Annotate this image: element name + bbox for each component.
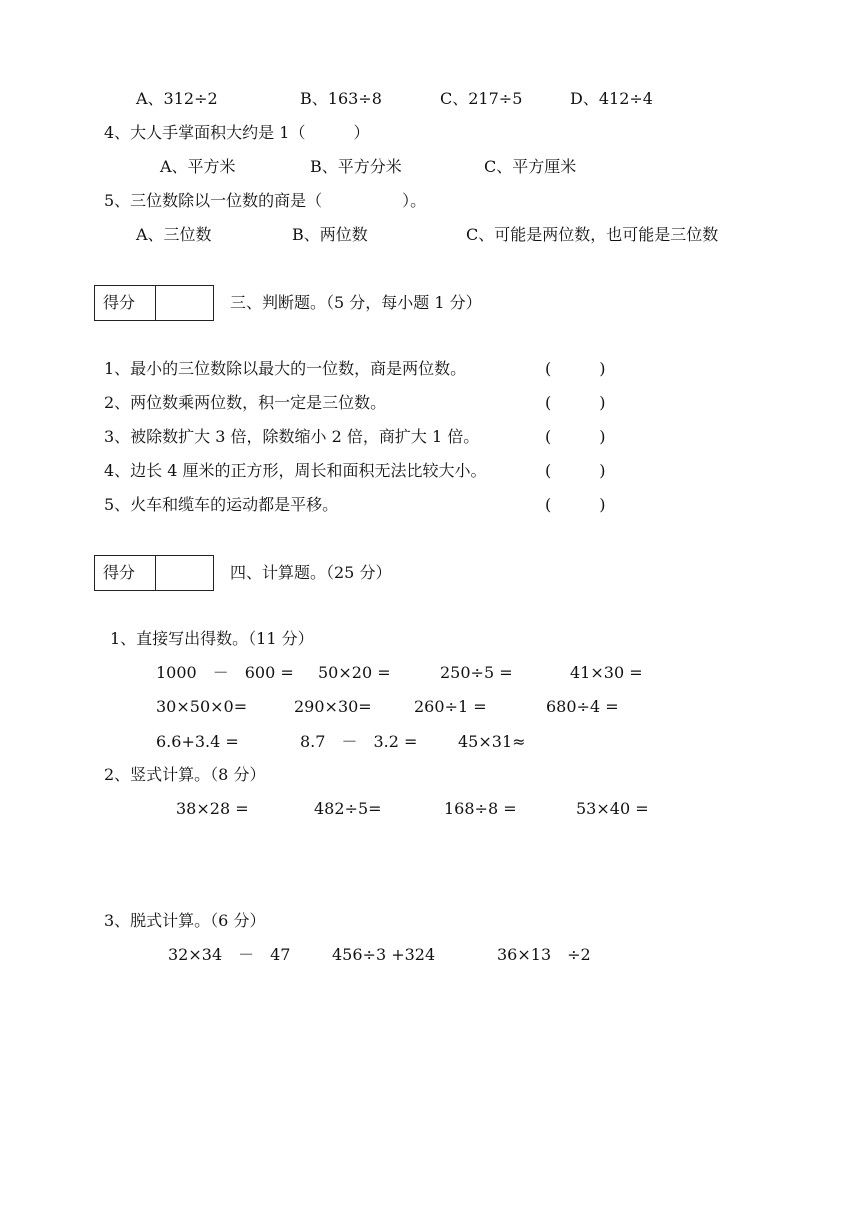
judge-answer-4: ( ): [545, 461, 606, 480]
score-box-section3: [94, 285, 214, 321]
stepwise-calc-item: 32×34 － 47: [168, 945, 291, 964]
section4-title: 四、计算题。（25 分）: [230, 563, 392, 582]
oral-calc-item: 250÷5 =: [440, 663, 513, 682]
stepwise-calc-item: 456÷3 +324: [332, 945, 436, 964]
q5-option-c: C、可能是两位数，也可能是三位数: [466, 225, 719, 244]
q4-stem: 4、大人手掌面积大约是 1（ ）: [104, 123, 370, 142]
vertical-calc-item: 482÷5=: [314, 799, 382, 818]
q4-option-a: A、平方米: [160, 157, 236, 176]
section3-title: 三、判断题。（5 分，每小题 1 分）: [230, 293, 482, 312]
q4-option-b: B、平方分米: [310, 157, 402, 176]
oral-calc-item: 30×50×0=: [156, 697, 248, 716]
vertical-calc-item: 53×40 =: [576, 799, 649, 818]
oral-calc-item: 680÷4 =: [546, 697, 619, 716]
q5-option-a: A、三位数: [136, 225, 212, 244]
score-box-divider: [155, 556, 156, 590]
oral-calc-item: 8.7 － 3.2 =: [300, 732, 418, 751]
part2-title: 2、竖式计算。（8 分）: [104, 765, 266, 784]
oral-calc-item: 290×30=: [294, 697, 372, 716]
oral-calc-item: 50×20 =: [318, 663, 391, 682]
q5-stem: 5、三位数除以一位数的商是（ ）。: [104, 191, 427, 210]
q3-option-c: C、217÷5: [440, 89, 523, 108]
stepwise-calc-item: 36×13 ÷2: [497, 945, 591, 964]
part3-title: 3、脱式计算。（6 分）: [104, 911, 266, 930]
oral-calc-item: 45×31≈: [458, 732, 526, 751]
score-label: 得分: [103, 293, 136, 312]
judge-item-4: 4、边长 4 厘米的正方形，周长和面积无法比较大小。: [104, 461, 487, 480]
q5-option-b: B、两位数: [292, 225, 368, 244]
score-box-section4: [94, 555, 214, 591]
q3-option-d: D、412÷4: [570, 89, 653, 108]
oral-calc-item: 41×30 =: [570, 663, 643, 682]
score-label: 得分: [103, 563, 136, 582]
score-box-divider: [155, 286, 156, 320]
oral-calc-item: 260÷1 =: [414, 697, 487, 716]
vertical-calc-item: 168÷8 =: [444, 799, 517, 818]
vertical-calc-item: 38×28 =: [176, 799, 249, 818]
judge-answer-2: ( ): [545, 393, 606, 412]
q3-option-a: A、312÷2: [136, 89, 218, 108]
q4-option-c: C、平方厘米: [484, 157, 577, 176]
judge-answer-1: ( ): [545, 359, 606, 378]
judge-item-5: 5、火车和缆车的运动都是平移。: [104, 495, 339, 514]
judge-item-3: 3、被除数扩大 3 倍，除数缩小 2 倍，商扩大 1 倍。: [104, 427, 480, 446]
part1-title: 1、直接写出得数。（11 分）: [110, 629, 314, 648]
judge-item-1: 1、最小的三位数除以最大的一位数，商是两位数。: [104, 359, 467, 378]
judge-answer-3: ( ): [545, 427, 606, 446]
q3-option-b: B、163÷8: [300, 89, 382, 108]
oral-calc-item: 1000 － 600 =: [156, 663, 294, 682]
judge-item-2: 2、两位数乘两位数，积一定是三位数。: [104, 393, 387, 412]
oral-calc-item: 6.6+3.4 =: [156, 732, 239, 751]
judge-answer-5: ( ): [545, 495, 606, 514]
